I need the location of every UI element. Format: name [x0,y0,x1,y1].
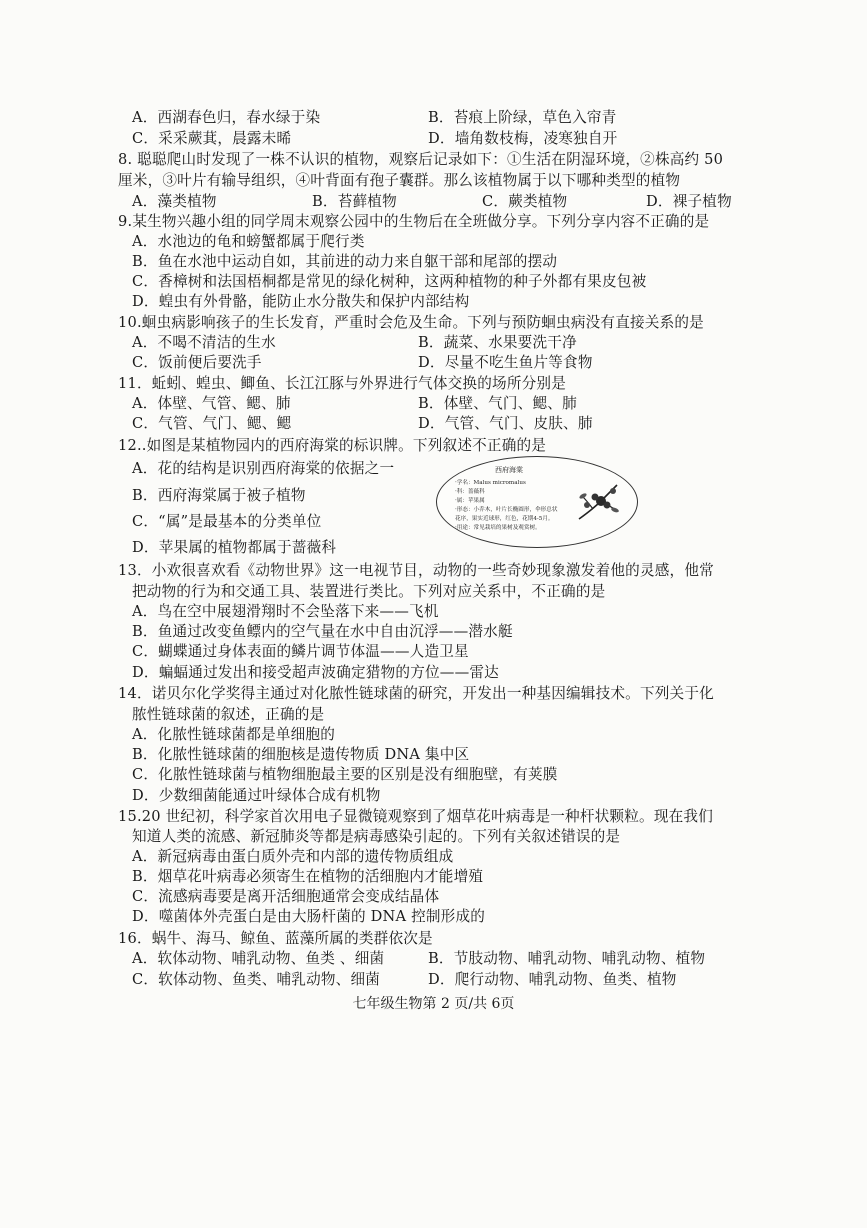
q10-option-b: B．蔬菜、水果要洗干净 [418,334,577,351]
q14-stem-line1: 14．诺贝尔化学奖得主通过对化脓性链球菌的研究，开发出一种基因编辑技术。下列关于化 [118,685,714,702]
q10-option-d: D．尽量不吃生鱼片等食物 [418,354,593,371]
q11-option-c: C．气管、气门、鳃、鳃 [132,415,292,432]
q12-option-d: D．苹果属的植物都属于蔷薇科 [132,539,337,556]
q16-option-a: A．软体动物、哺乳动物、鱼类 、细菌 [132,950,385,967]
q16-option-d: D．爬行动物、哺乳动物、鱼类、植物 [428,971,677,988]
q15-option-b: B．烟草花叶病毒必须寄生在植物的活细胞内才能增殖 [132,868,484,885]
sign-title: 西府海棠 [495,466,523,474]
q7-option-a: A．西湖春色归，春水绿于染 [132,109,321,126]
q12-option-b: B．西府海棠属于被子植物 [132,487,306,504]
sign-latin-name: ·学名：Malus micromalus [455,480,526,486]
q15-stem-line2: 知道人类的流感、新冠肺炎等都是病毒感染引起的。下列有关叙述错误的是 [132,828,621,845]
q11-option-d: D．气管、气门、皮肤、肺 [418,415,593,432]
q9-option-b: B．鱼在水池中运动自如，其前进的动力来自躯干部和尾部的摆动 [132,253,558,270]
plant-label-sign [436,456,638,548]
q15-option-a: A．新冠病毒由蛋白质外壳和内部的遗传物质组成 [132,848,454,865]
q10-option-c: C．饭前便后要洗手 [132,354,262,371]
q12-option-a: A．花的结构是识别西府海棠的依据之一 [132,460,395,477]
q8-option-d: D．裸子植物 [646,193,732,210]
flowering-branch-icon [575,479,621,527]
sign-genus: ·属：苹果属 [455,498,485,504]
q14-option-c: C．化脓性链球菌与植物细胞最主要的区别是没有细胞壁，有荚膜 [132,766,558,783]
sign-feature-2: 花序，果实近球形，红色，花期4-5月。 [455,516,554,522]
q8-stem-line2: 厘米，③叶片有输导组织，④叶背面有孢子囊群。那么该植物属于以下哪种类型的植物 [118,172,681,189]
q15-stem-line1: 15.20 世纪初，科学家首次用电子显微镜观察到了烟草花叶病毒是一种杆状颗粒。现在我们 [118,808,713,825]
q12-option-c: C．“属”是最基本的分类单位 [132,513,322,530]
q10-stem: 10.蛔虫病影响孩子的生长发育，严重时会危及生命。下列与预防蛔虫病没有直接关系的是 [118,314,704,331]
q9-option-c: C．香樟树和法国梧桐都是常见的绿化树种，这两种植物的种子外都有果皮包被 [132,273,647,290]
q14-option-a: A．化脓性链球菌都是单细胞的 [132,726,336,743]
q13-option-b: B．鱼通过改变鱼鳔内的空气量在水中自由沉浮——潜水艇 [132,623,513,640]
page-footer: 七年级生物第 2 页/共 6页 [352,996,515,1012]
q11-stem: 11．蚯蚓、蝗虫、鲫鱼、长江江豚与外界进行气体交换的场所分别是 [118,375,566,392]
q15-option-d: D．噬菌体外壳蛋白是由大肠杆菌的 DNA 控制形成的 [132,908,486,925]
q7-option-b: B．苔痕上阶绿，草色入帘青 [428,109,617,126]
q8-stem-line1: 8. 聪聪爬山时发现了一株不认识的植物，观察后记录如下：①生活在阴湿环境，②株高约 50 [118,151,724,168]
q16-option-c: C．软体动物、鱼类、哺乳动物、细菌 [132,971,381,988]
q12-stem: 12..如图是某植物园内的西府海棠的标识牌。下列叙述不正确的是 [118,437,547,454]
q8-option-a: A．藻类植物 [132,193,217,210]
sign-use: ·用途：常见栽培的果树及观赏树。 [455,525,541,531]
sign-feature-1: ·形态：小乔木，叶片长椭圆形，伞形总状 [455,507,558,513]
q7-option-d: D．墙角数枝梅，凌寒独自开 [428,130,618,147]
q14-option-d: D．少数细菌能通过叶绿体合成有机物 [132,787,381,804]
q9-option-d: D．蝗虫有外骨骼，能防止水分散失和保护内部结构 [132,293,470,310]
q7-option-c: C．采采蕨萁，晨露未晞 [132,130,292,147]
q13-stem-line2: 把动物的行为和交通工具、装置进行类比。下列对应关系中，不正确的是 [132,583,606,600]
q13-option-c: C．蝴蝶通过身体表面的鳞片调节体温——人造卫星 [132,643,469,660]
q9-stem: 9.某生物兴趣小组的同学周末观察公园中的生物后在全班做分享。下列分享内容不正确的是 [118,213,710,230]
sign-family: ·科：蔷薇科 [455,489,485,495]
q14-stem-line2: 脓性链球菌的叙述，正确的是 [132,706,325,723]
q13-option-d: D．蝙蝠通过发出和接受超声波确定猎物的方位——雷达 [132,664,499,681]
q11-option-a: A．体壁、气管、鳃、肺 [132,395,291,412]
q15-option-c: C．流感病毒要是离开活细胞通常会变成结晶体 [132,888,440,905]
q9-option-a: A．水池边的龟和螃蟹都属于爬行类 [132,233,365,250]
q14-option-b: B．化脓性链球菌的细胞核是遗传物质 DNA 集中区 [132,746,470,763]
q10-option-a: A．不喝不清洁的生水 [132,334,276,351]
q16-option-b: B．节肢动物、哺乳动物、哺乳动物、植物 [428,950,706,967]
q8-option-c: C．蕨类植物 [482,193,568,210]
q11-option-b: B．体壁、气门、鳃、肺 [418,395,577,412]
q13-option-a: A．鸟在空中展翅滑翔时不会坠落下来——飞机 [132,603,439,620]
q13-stem-line1: 13．小欢很喜欢看《动物世界》这一电视节目，动物的一些奇妙现象激发着他的灵感，他常 [118,562,714,579]
q16-stem: 16．蜗牛、海马、鲸鱼、蓝藻所属的类群依次是 [118,930,433,947]
q8-option-b: B．苔藓植物 [312,193,397,210]
